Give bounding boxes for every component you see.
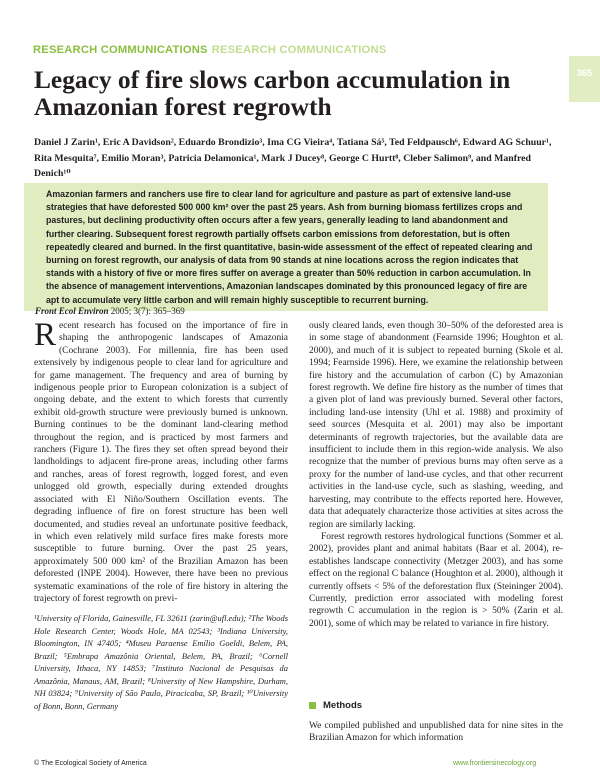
article-title: Legacy of fire slows carbon accumulation in Amazonian forest regrowth (34, 66, 511, 121)
section-label-repeat: RESEARCH COMMUNICATIONS (211, 44, 387, 56)
journal-name: Front Ecol Environ (35, 306, 109, 316)
methods-heading-text: Methods (323, 700, 363, 711)
drop-cap: R (34, 317, 57, 353)
section-header (33, 44, 386, 56)
methods-heading (309, 700, 362, 711)
body-column-left (34, 317, 288, 605)
affiliations: ¹University of Florida, Gainesville, FL 32611 (zarin@ufl.edu); ²The Woods Hole Research Center, Woods Hole, MA 02543; ³Indiana University, Bloomington, IN 47405; ⁴Museu Paraense Emílio Goeldi, Belem, PA, Brazil; ⁵Embrapa Amazônia Oriental, Belem, PA, Brazil; ⁶Cornell University, Ithaca, NY 14853; ⁷Instituto Nacional de Pesquisas da Amazônia, Manaus, AM, Brazil; ⁸University of New Hampshire, Durham, NH 03824; ⁹University of São Paulo, Piracicaba, SP, Brazil; ¹⁰University of Bonn, Bonn, Germany (34, 613, 288, 711)
section-label: RESEARCH COMMUNICATIONS (33, 44, 208, 56)
page-number-tab (569, 56, 600, 102)
body-paragraph: Forest regrowth restores hydrological functions (Sommer et al. 2002), provides plant and animal habitats (Baar et al. 2004), re-establishes landscape connectivity (Metzger 2003), and has some effect on the regional C balance (Houghton et al. 2000), although it currently offsets < 5% of the deforestation flux (Steininger 2004). Currently, prediction error associated with modeling forest regrowth C accumulation in the region is > 50% (Zarin et al. 2001), some of which may be related to variance in fire history. (309, 531, 563, 629)
author-list: Daniel J Zarin¹, Eric A Davidson², Eduardo Brondizio³, Ima CG Vieira⁴, Tatiana Sá⁵, Ted Feldpausch⁶, Edward AG Schuur¹, Rita Mesquita⁷, Emilio Moran³, Patricia Delamonica¹, Mark J Ducey⁸, George C Hurtt⁸, Cleber Salimon⁹, and Manfred Denich¹⁰ (34, 137, 552, 179)
footer-copyright: © The Ecological Society of America (34, 760, 147, 767)
intro-text: ecent research has focused on the importance of fire in shaping the anthropogenic landscapes of Amazonia (Cochrane 2003). For millennia, fire has been used extensively by indigenous people to clear land for agriculture and for game management. The frequency and area of burning by indigenous people prior to European colonization is a subject of ongoing debate, and the extent to which forests that currently exhibit old-growth structure were previously burned is unknown. Burning continues to be the dominant land-clearing method throughout the region, and is practiced by most farmers and ranchers (Figure 1). The fires they set often spread beyond their landholdings to adjacent fire-prone areas, including other farms and ranches, areas of forest regrowth, logged forest, and even unlogged old growth, especially during extended droughts associated with El Niño/Southern Oscillation events. The degrading influence of fire on forest structure has been well documented, and studies reveal an unfortunate positive feedback, in which even relatively mild surface fires make forests more susceptible to future burning. Over the past 25 years, approximately 500 000 km² of the Brazilian Amazon has been deforested (INPE 2004). However, there have been no previous systematic examinations of the role of fire history in altering the trajectory of forest regrowth on previ- (34, 321, 288, 604)
intro-paragraph (34, 317, 288, 605)
body-paragraph: ously cleared lands, even though 30–50% of the deforested area is in some stage of abandonment (Fearnside 1996; Houghton et al. 2000), and much of it is subject to repeated burning (Skole et al. 1994; Fearnside 1996). Here, we examine the relationship between fire history and the accumulation of carbon (C) by Amazonian forest regrowth. We define fire history as the number of times that a given plot of land was previously burned. Several other factors, including land-use intensity (Uhl et al. 1988) and proximity of seed sources (Mesquita et al. 2001) may also be important determinants of regrowth trajectories, but the available data are insufficient to include them in this region-wide analysis. We also recognize that the number of previous burns may often serve as a proxy for the number of land-use cycles, and that other recurrent activities in the land-use cycle, such as slashing, weeding, and harvesting, may contribute to the effects reported here. However, data that adequately characterize those activities at sites across the region are similarly lacking. (309, 321, 563, 530)
citation (35, 306, 185, 316)
methods-paragraph: We compiled published and unpublished data for nine sites in the Brazilian Amazon for which information (309, 721, 563, 744)
abstract: Amazonian farmers and ranchers use fire to clear land for agriculture and pasture as part of extensive land-use strategies that have deforested 500 000 km² over the past 25 years. Ash from burning biomass fertilizes crops and pastures, but declining productivity often occurs after a few years, generally leading to land abandonment and further clearing. Subsequent forest regrowth partially offsets carbon emissions from deforestation, but is often repeatedly cleared and burned. In the first quantitative, basin-wide assessment of the effect of repeated clearing and burning on forest regrowth, our analysis of data from 90 stands at nine locations across the region indicates that stands with a history of five or more fires suffer on average a greater than 50% reduction in carbon accumulation. In the absence of management interventions, Amazonian landscapes dominated by this pronounced legacy of fire are apt to accumulate very little carbon and will remain highly susceptible to recurrent burning. (24, 183, 548, 311)
square-bullet-icon (309, 702, 316, 709)
page-number: 365 (576, 68, 593, 78)
body-column-right (309, 320, 563, 630)
footer-url[interactable]: www.frontiersinecology.org (453, 760, 537, 767)
citation-ref: 2005; 3(7): 365–369 (110, 306, 185, 316)
